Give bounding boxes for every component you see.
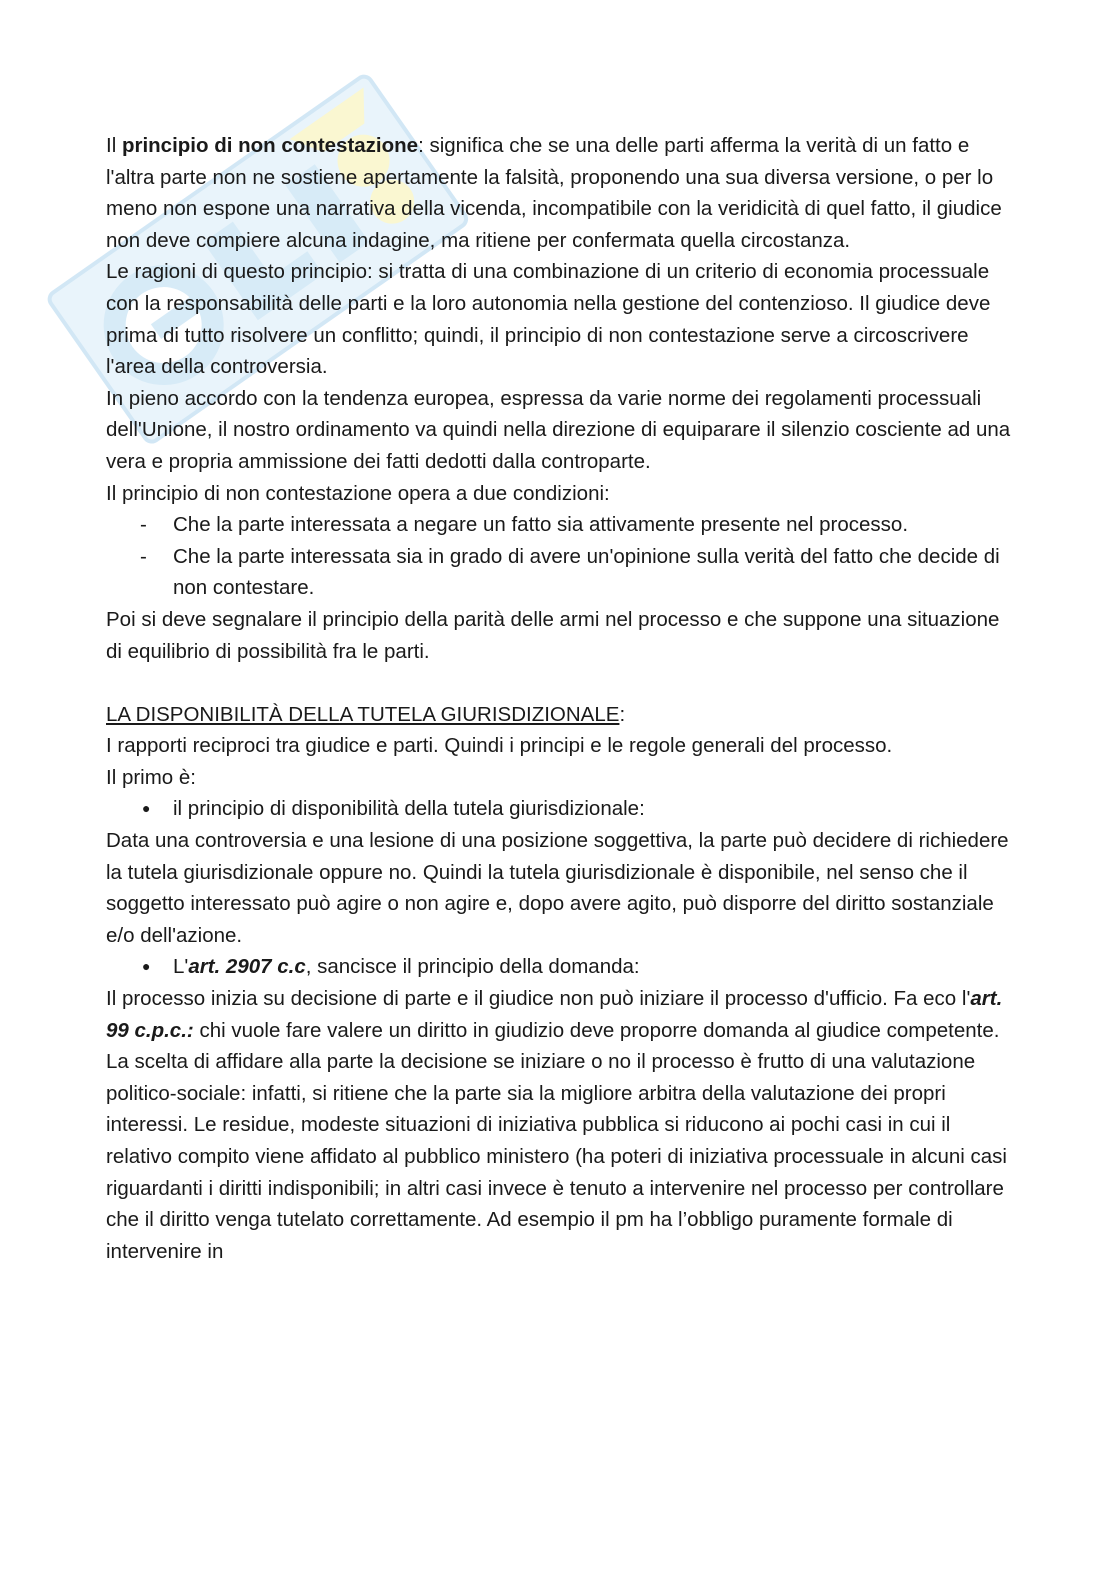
paragraph-rapporti: I rapporti reciproci tra giudice e parti. Quindi i principi e le regole generali del processo. [106,734,893,758]
paragraph-primo: Il primo è: [106,765,196,789]
list-item-text: il principio di disponibilità della tutela giurisdizionale: [173,797,645,821]
section-heading [106,699,1011,731]
paragraph-processo-inizia [106,983,1011,1267]
list-item [106,793,1011,825]
paragraph-text: chi vuole fare valere un diritto in giudizio deve proporre domanda al giudice competente. La scelta di affidare alla parte la decisione se iniziare o no il processo è frutto di una valutazione politico-sociale: infatti, si ritiene che la parte sia la migliore arbitra della valutazione dei propri interessi. Le residue, modeste situazioni di iniziativa pubblica si riducono ai pochi casi in cui il relativo compito viene affidato al pubblico ministero (ha poteri di iniziativa processuale in alcuni casi riguardanti i diritti indisponibili; in altri casi invece è tenuto a intervenire nel processo per controllare che il diritto venga tutelato correttamente. Ad esempio il pm ha l’obbligo puramente formale di intervenire in [106,1018,1007,1263]
paragraph-parita-armi: Poi si deve segnalare il principio della parità delle armi nel processo e che suppone una situazione di equilibrio di possibilità fra le parti. [106,607,1000,663]
bullet-marker: ● [142,800,151,817]
list-item-text: , sancisce il principio della domanda: [305,955,640,979]
bullet-list-1 [106,793,1011,825]
list-item-prefix: L' [173,955,189,979]
document-page [106,130,1011,1267]
section-heading-text: LA DISPONIBILITÀ DELLA TUTELA GIURISDIZIONALE [106,702,620,726]
bullet-marker: ● [142,958,151,975]
paragraph-ragioni: Le ragioni di questo principio: si tratta di una combinazione di un criterio di economia processuale con la responsabilità delle parti e la loro autonomia nella gestione del contenzioso. Il giudice deve prima di tutto risolvere un conflitto; quindi, il principio di non contestazione serve a circoscrivere l'area della controversia. [106,260,991,379]
conditions-list [106,509,1011,604]
article-reference: art. 2907 c.c [188,955,306,979]
paragraph-non-contestazione [106,130,1011,256]
list-item-text: Che la parte interessata a negare un fatto sia attivamente presente nel processo. [173,513,909,537]
list-item [106,509,1011,541]
paragraph-prefix: Il [106,134,122,157]
paragraph-text: : significa che se una delle parti afferma la verità di un fatto e l'altra parte non ne sostiene apertamente la falsità, proponendo una sua diversa versione, o per lo meno non espone una narrativa della vicenda, incompatibile con la veridicità di quel fatto, il giudice non deve compiere alcuna indagine, ma ritiene per confermata quella circostanza. [106,134,1002,252]
spacer [106,667,1011,699]
paragraph-prefix: Il processo inizia su decisione di parte e il giudice non può iniziare il processo d'ufficio. Fa eco l' [106,987,971,1011]
bold-term: principio di non contestazione [121,134,419,157]
article-reference: art. 99 c.p.c.: [106,987,1003,1042]
list-item [106,951,1011,983]
list-item-text: Che la parte interessata sia in grado di avere un'opinione sulla verità del fatto che decide di non contestare. [173,544,1000,600]
paragraph-tendenza-europea: In pieno accordo con la tendenza europea, espressa da varie norme dei regolamenti processuali dell'Unione, il nostro ordinamento va quindi nella direzione di equiparare il silenzio cosciente ad una vera e propria ammissione dei fatti dedotti dalla controparte. [106,386,1011,473]
dash-marker: - [140,513,147,537]
bullet-list-2 [106,951,1011,983]
paragraph-condizioni-intro: Il principio di non contestazione opera a due condizioni: [106,481,610,505]
list-item [106,541,1011,604]
paragraph-controversia: Data una controversia e una lesione di una posizione soggettiva, la parte può decidere di richiedere la tutela giurisdizionale oppure no. Quindi la tutela giurisdizionale è disponibile, nel senso che il soggetto interessato può agire o non agire e, dopo avere agito, può disporre del diritto sostanziale e/o dell'azione. [106,829,1009,947]
dash-marker: - [140,544,147,568]
heading-suffix: : [619,702,626,726]
